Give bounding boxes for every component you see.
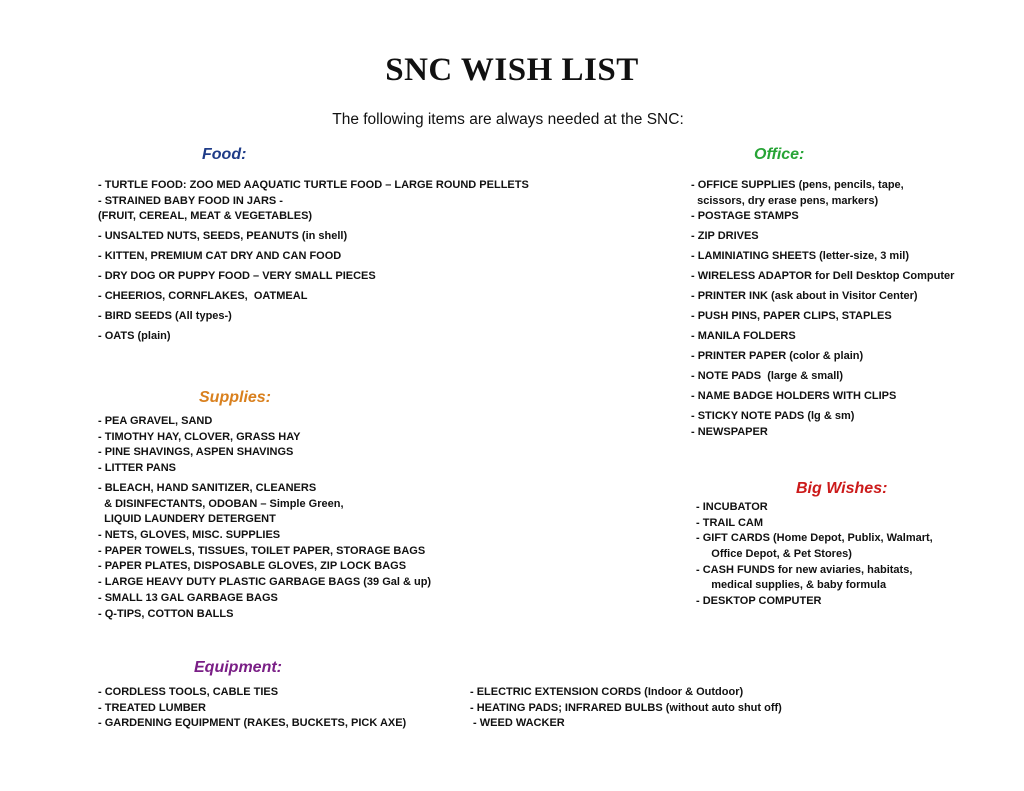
list-item: - STICKY NOTE PADS (lg & sm): [691, 410, 855, 423]
list-item: - HEATING PADS; INFRARED BULBS (without auto shut off): [470, 701, 782, 714]
list-item: - NEWSPAPER: [691, 425, 768, 438]
list-item: - CORDLESS TOOLS, CABLE TIES: [98, 686, 279, 698]
equipment-list-left: [98, 685, 406, 732]
list-item: - LITTER PANS: [98, 462, 177, 475]
list-item: - PAPER PLATES, DISPOSABLE GLOVES, ZIP LOCK BAGS: [98, 560, 407, 573]
big-wishes-list: [696, 500, 933, 610]
list-item: - NOTE PADS (large & small): [691, 370, 843, 383]
list-item: - TURTLE FOOD: ZOO MED AAQUATIC TURTLE FOOD – LARGE ROUND PELLETS: [98, 179, 529, 191]
list-item: - TIMOTHY HAY, CLOVER, GRASS HAY: [98, 430, 301, 443]
list-item: - CHEERIOS, CORNFLAKES, OATMEAL: [98, 290, 308, 303]
list-item: - DRY DOG OR PUPPY FOOD – VERY SMALL PIECES: [98, 270, 376, 283]
list-item: - CASH FUNDS for new aviaries, habitats,: [696, 563, 913, 576]
list-item: - PAPER TOWELS, TISSUES, TOILET PAPER, STORAGE BAGS: [98, 544, 426, 557]
list-item: - STRAINED BABY FOOD IN JARS -: [98, 194, 283, 207]
page-title: SNC WISH LIST: [385, 52, 639, 88]
list-item: - NETS, GLOVES, MISC. SUPPLIES: [98, 529, 281, 542]
equipment-heading: Equipment:: [194, 659, 282, 676]
list-item: - DESKTOP COMPUTER: [696, 595, 822, 608]
supplies-list: [98, 414, 431, 622]
equipment-list-right: [470, 685, 782, 732]
food-list: [98, 178, 529, 345]
list-item: - PINE SHAVINGS, ASPEN SHAVINGS: [98, 446, 294, 459]
list-item: - Q-TIPS, COTTON BALLS: [98, 607, 234, 620]
list-item: medical supplies, & baby formula: [696, 579, 887, 592]
list-item: - ZIP DRIVES: [691, 230, 759, 243]
page-subtitle: The following items are always needed at the SNC:: [332, 111, 684, 128]
list-item: - GARDENING EQUIPMENT (RAKES, BUCKETS, PICK AXE): [98, 717, 407, 730]
list-item: - SMALL 13 GAL GARBAGE BAGS: [98, 591, 278, 604]
list-item: - WIRELESS ADAPTOR for Dell Desktop Computer: [691, 270, 955, 283]
list-item: - TREATED LUMBER: [98, 701, 206, 714]
list-item: & DISINFECTANTS, ODOBAN – Simple Green,: [98, 497, 344, 510]
big-wishes-heading: Big Wishes:: [796, 480, 888, 497]
list-item: - PRINTER INK (ask about in Visitor Center): [691, 290, 918, 303]
office-heading: Office:: [754, 146, 805, 163]
list-item: - OATS (plain): [98, 330, 171, 343]
office-list: [691, 178, 954, 441]
list-item: - OFFICE SUPPLIES (pens, pencils, tape,: [691, 179, 904, 191]
list-item: - INCUBATOR: [696, 501, 768, 513]
list-item: - PRINTER PAPER (color & plain): [691, 350, 864, 363]
list-item: LIQUID LAUNDERY DETERGENT: [98, 513, 276, 526]
list-item: - NAME BADGE HOLDERS WITH CLIPS: [691, 390, 897, 403]
list-item: - LARGE HEAVY DUTY PLASTIC GARBAGE BAGS (39 Gal & up): [98, 576, 432, 589]
list-item: - WEED WACKER: [470, 717, 565, 730]
list-item: - MANILA FOLDERS: [691, 330, 796, 343]
list-item: - POSTAGE STAMPS: [691, 210, 799, 223]
list-item: - BIRD SEEDS (All types-): [98, 310, 232, 323]
list-item: scissors, dry erase pens, markers): [691, 194, 879, 207]
list-item: (FRUIT, CEREAL, MEAT & VEGETABLES): [98, 210, 313, 223]
list-item: - UNSALTED NUTS, SEEDS, PEANUTS (in shell): [98, 230, 348, 243]
list-item: - TRAIL CAM: [696, 516, 764, 529]
list-item: - ELECTRIC EXTENSION CORDS (Indoor & Outdoor): [470, 686, 744, 698]
food-heading: Food:: [202, 146, 247, 163]
list-item: - PUSH PINS, PAPER CLIPS, STAPLES: [691, 310, 892, 323]
list-item: - LAMINIATING SHEETS (letter-size, 3 mil): [691, 250, 909, 263]
list-item: Office Depot, & Pet Stores): [696, 548, 852, 561]
list-item: - KITTEN, PREMIUM CAT DRY AND CAN FOOD: [98, 250, 342, 263]
list-item: - PEA GRAVEL, SAND: [98, 415, 213, 427]
supplies-heading: Supplies:: [199, 389, 272, 406]
list-item: - GIFT CARDS (Home Depot, Publix, Walmart,: [696, 532, 933, 545]
list-item: - BLEACH, HAND SANITIZER, CLEANERS: [98, 482, 317, 495]
